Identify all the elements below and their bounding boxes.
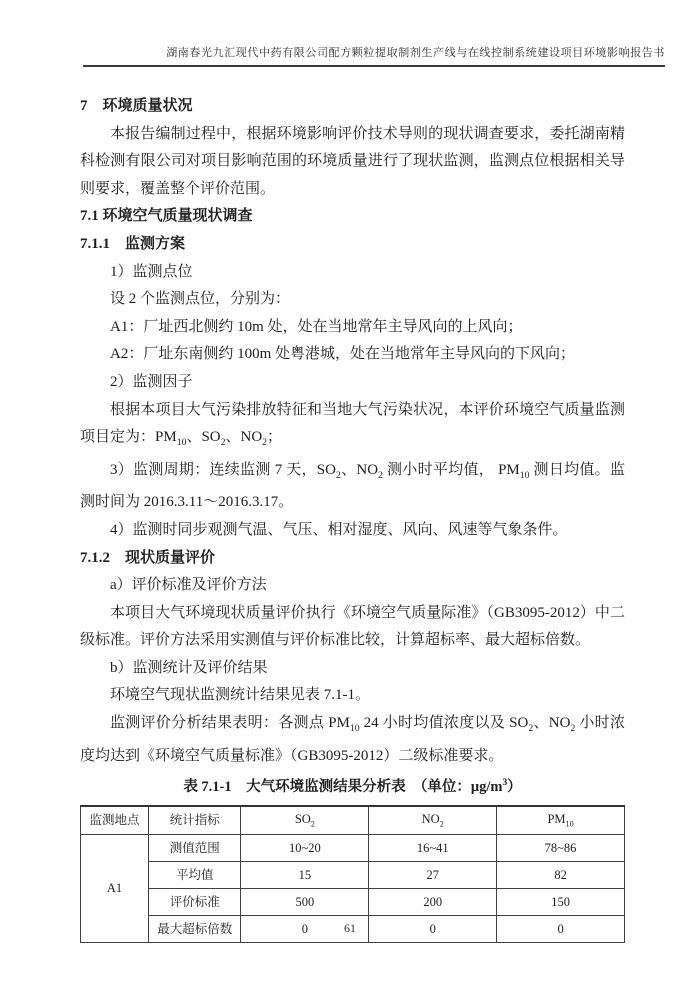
value-cell: 500 xyxy=(241,888,369,915)
section-heading-7-1-1: 7.1.1 监测方案 xyxy=(80,235,186,252)
table-row xyxy=(81,888,625,915)
paragraph: 设 2 个监测点位，分别为： xyxy=(110,291,291,308)
indicator-cell: 评价标准 xyxy=(149,888,241,915)
indicator-cell: 平均值 xyxy=(149,861,241,888)
paragraph: 环境空气现状监测统计结果见表 7.1-1。 xyxy=(110,687,370,704)
table-caption: 表 7.1-1 大气环境监测结果分析表 （单位：$\mu g/m^3$） xyxy=(183,778,522,796)
value-cell: 0 xyxy=(497,915,625,942)
section-heading-7-1: 7.1 环境空气质量现状调查 xyxy=(80,208,253,225)
paragraph: 本项目大气环境现状质量评价执行《环境空气质量际准》（GB3095-2012）中二级标准。评价方法采用实测值与评价标准比较，计算超标率、最大超标倍数。 xyxy=(80,604,625,649)
paragraph: b）监测统计及评价结果 xyxy=(110,659,268,676)
value-cell: 82 xyxy=(497,861,625,888)
value-cell: 150 xyxy=(497,888,625,915)
paragraph: A2：厂址东南侧约 100m 处粤港城，处在当地常年主导风向的下风向； xyxy=(110,346,576,363)
document-body xyxy=(80,93,625,943)
paragraph: 2）监测因子 xyxy=(110,373,193,390)
indicator-cell: 测值范围 xyxy=(149,834,241,861)
paragraph: 根据本项目大气污染排放特征和当地大气污染状况，本评价环境空气质量监测项目定为：$PM_{10}$、$SO_2$、$NO_2$； xyxy=(80,401,625,449)
paragraph: 本报告编制过程中，根据环境影响评价技术导则的现状调查要求，委托湖南精科检测有限公司对项目影响范围的环境质量进行了现状监测，监测点位根据相关导则要求，覆盖整个评价范围。 xyxy=(80,125,625,197)
column-header-so2: $SO_2$ xyxy=(241,806,369,835)
value-cell: 78~86 xyxy=(497,834,625,861)
value-cell: 200 xyxy=(369,888,497,915)
paragraph: 监测评价分析结果表明：各测点 $PM_{10}$ 24 小时均值浓度以及 $SO_2$、$NO_2$ 小时浓度均达到《环境空气质量标准》（GB3095-2012）二级标准要求。 xyxy=(80,715,625,764)
paragraph: 3）监测周期：连续监测 7 天，$SO_2$、$NO_2$ 测小时平均值， $PM_{10}$ 测日均值。监测时间为 2016.3.11～2016.3.17。 xyxy=(80,461,625,511)
value-cell: 27 xyxy=(369,861,497,888)
paragraph: 1）监测点位 xyxy=(110,263,193,280)
paragraph: a）评价标准及评价方法 xyxy=(110,577,267,594)
column-header-no2: $NO_2$ xyxy=(369,806,497,835)
site-cell: A1 xyxy=(81,834,149,942)
value-cell: 15 xyxy=(241,861,369,888)
section-heading-7-1-2: 7.1.2 现状质量评价 xyxy=(80,549,216,566)
column-header-site: 监测地点 xyxy=(81,806,149,835)
table-header-row xyxy=(81,806,625,835)
table-row xyxy=(81,861,625,888)
column-header-indicator: 统计指标 xyxy=(149,806,241,835)
value-cell: 16~41 xyxy=(369,834,497,861)
value-cell: 10~20 xyxy=(241,834,369,861)
column-header-pm10: $PM_{10}$ xyxy=(497,806,625,835)
page-number: 61 xyxy=(344,921,356,935)
page-header xyxy=(83,44,665,67)
header-title: 湖南春光九汇现代中药有限公司配方颗粒提取制剂生产线与在线控制系统建设项目环境影响报告书 xyxy=(166,47,665,59)
indicator-cell: 最大超标倍数 xyxy=(149,915,241,942)
value-cell: 0 xyxy=(369,915,497,942)
value-cell: 0 xyxy=(241,915,369,942)
table-row xyxy=(81,834,625,861)
paragraph: A1：厂址西北侧约 10m 处，处在当地常年主导风向的上风向； xyxy=(110,318,523,335)
section-heading-7: 7 环境质量状况 xyxy=(80,98,193,114)
paragraph: 4）监测时同步观测气温、气压、相对湿度、风向、风速等气象条件。 xyxy=(110,521,568,538)
